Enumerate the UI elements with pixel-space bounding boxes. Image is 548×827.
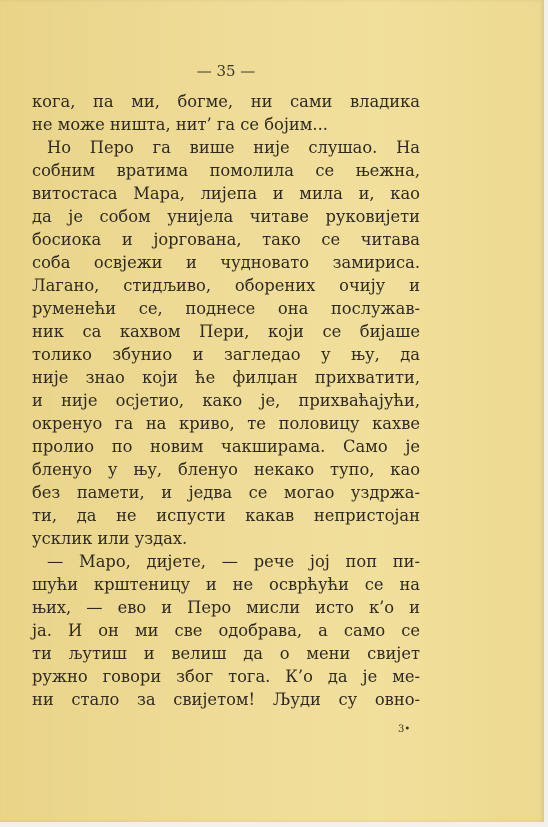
- text-line: толико збунио и загледао у њу, да: [32, 345, 420, 364]
- text-line: собним вратима помолила се њежна,: [32, 161, 420, 180]
- text-line: није знао који ће филџан прихватити,: [32, 368, 420, 387]
- text-line: руменећи се, поднесе она послужав-: [32, 299, 420, 318]
- text-line: ни стало за свијетом! Људи су овно-: [32, 690, 420, 709]
- text-line: Лагано, стидљиво, оборених очију и: [32, 276, 420, 295]
- text-line: витостаса Мара, лијепа и мила и, као: [32, 184, 420, 203]
- text-line: пролио по новим чакширама. Само је: [32, 437, 420, 456]
- text-line: не може ништа, нит’ га се бојим...: [32, 115, 328, 134]
- text-line: и није осјетио, како је, прихваћајући,: [32, 391, 420, 410]
- text-line: шући крштеницу и не осврћући се на: [32, 575, 420, 594]
- text-line: ружно говори због тога. К’о да је ме-: [32, 667, 420, 686]
- text-line: — Маро, дијете, — рече јој поп пи-: [47, 552, 420, 571]
- text-line: босиока и јоргована, тако се читава: [32, 230, 420, 249]
- text-line: Но Перо га више није слушао. На: [47, 138, 420, 157]
- signature-mark: 3•: [398, 724, 411, 735]
- text-line: ти љутиш и велиш да о мени свијет: [32, 644, 420, 663]
- text-line: ти, да не испусти какав непристојан: [32, 506, 420, 525]
- text-line: усклик или уздах.: [32, 529, 188, 548]
- text-line: без памети, и једва се могао уздржа-: [32, 483, 420, 502]
- text-line: да је собом унијела читаве руковијети: [32, 207, 420, 226]
- text-line: ја. И он ми све одобрава, а само се: [32, 621, 420, 640]
- text-line: окренуо га на криво, те половицу кахве: [32, 414, 420, 433]
- body-text: [32, 90, 420, 711]
- text-line: ник са кахвом Пери, који се бијаше: [32, 322, 420, 341]
- text-line: њих, — ево и Перо мисли исто к’о и: [32, 598, 420, 617]
- text-line: кога, па ми, богме, ни сами владика: [32, 92, 420, 111]
- text-line: соба освјежи и чудновато замириса.: [32, 253, 420, 272]
- text-line: бленуо у њу, бленуо некако тупо, као: [32, 460, 420, 479]
- page-number: — 35 —: [196, 62, 256, 80]
